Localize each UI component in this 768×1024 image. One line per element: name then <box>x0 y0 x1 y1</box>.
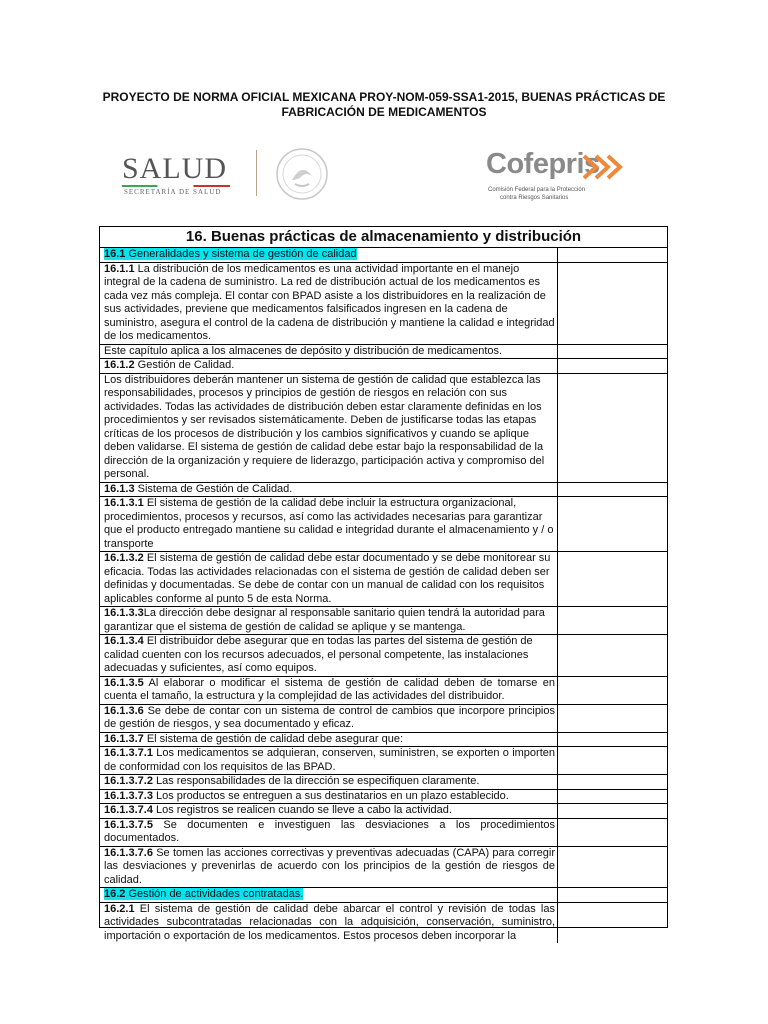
row-empty-cell <box>558 747 667 774</box>
content-table <box>99 226 668 942</box>
table-row <box>100 263 667 345</box>
row-empty-cell <box>558 497 667 551</box>
section-number: 16.2.1 <box>104 902 135 915</box>
table-row <box>100 903 667 944</box>
table-row <box>100 359 667 374</box>
section-text: Generalidades y sistema de gestión de calidad <box>125 248 357 260</box>
section-text: La distribución de los medicamentos es una actividad importante en el manejo integral de la cadena de suministro. La red de distribución actual de los medicamentos es cada vez más compleja. El contar con BPAD asiste a los distribuidores en la realización de sus actividades, previene que medicamentos falsificados ingresen en la cadena de suministro, asegura el control de la cadena de distribución y mantiene la calidad e integridad de los medicamentos. <box>104 262 555 342</box>
row-empty-cell <box>558 483 667 497</box>
document-title: PROYECTO DE NORMA OFICIAL MEXICANA PROY-NOM-059-SSA1-2015, BUENAS PRÁCTICAS DE FABRICACIÓN DE MEDICAMENTOS <box>102 90 666 119</box>
section-text: Sistema de Gestión de Calidad. <box>134 482 293 495</box>
table-row <box>100 677 667 705</box>
section-number: 16.1.2 <box>104 359 135 371</box>
row-empty-cell <box>558 635 667 676</box>
logo-divider <box>256 150 257 196</box>
section-number: 16.1.3.7.4 <box>104 804 153 816</box>
table-row <box>100 345 667 360</box>
section-number: 16.1.3.5 <box>104 676 144 689</box>
cofepris-arrows-icon <box>580 154 624 180</box>
salud-logo <box>122 150 362 200</box>
salud-logo-subtitle: SECRETARÍA DE SALUD <box>124 188 222 196</box>
row-text-cell <box>100 607 558 634</box>
section-number: 16.1.3.7.5 <box>104 818 153 831</box>
section-number: 16.1.1 <box>104 262 135 275</box>
row-empty-cell <box>558 705 667 732</box>
section-number: 16.1.3.7.2 <box>104 775 153 787</box>
table-row <box>100 790 667 805</box>
section-text: El sistema de gestión de calidad debe estar documentado y se debe monitorear su eficacia. Todas las actividades relacionadas con el sistema de gestión de calidad deben ser definidas y documentadas. Se debe de contar con un manual de calidad con los requisitos aplicables conforme al punto 5 de esta Norma. <box>104 552 551 605</box>
table-row <box>100 607 667 635</box>
table-body <box>100 248 667 943</box>
salud-logo-word: SALUD <box>122 152 228 185</box>
salud-logo-stripe <box>122 185 230 187</box>
section-text: Los distribuidores deberán mantener un sistema de gestión de calidad que establezca las responsabilidades, procesos y principios de gestión de riesgos en relación con sus actividades. Todas las actividades de distribución deben estar claramente definidas en los procedimientos y ser revisados sistemáticamente. Deben de justificarse todas las etapas críticas de los procesos de distribución y los cambios significativos y cuando se aplique deben validarse. El sistema de gestión de calidad debe estar bajo la responsabilidad de la dirección de la organización y requiere de liderazgo, participación activa y compromiso del personal. <box>104 373 545 480</box>
section-text: Se debe de contar con un sistema de control de cambios que incorpore principios de gestión de riesgos, y sea documentado y eficaz. <box>104 704 555 730</box>
row-text-cell <box>100 345 558 359</box>
section-text: Se documenten e investiguen las desviaciones a los procedimientos documentados. <box>104 818 555 844</box>
section-number: 16.1.3.3 <box>104 607 144 619</box>
row-empty-cell <box>558 607 667 634</box>
section-text: Las responsabilidades de la dirección se especifiquen claramente. <box>152 775 480 787</box>
section-text: Se tomen las acciones correctivas y preventivas adecuadas (CAPA) para corregir las desviaciones y prevenirlas de acuerdo con los principios de la gestión de riesgos de calidad. <box>104 846 555 886</box>
row-text-cell <box>100 483 558 497</box>
row-text-cell <box>100 903 558 944</box>
row-empty-cell <box>558 263 667 344</box>
mexico-seal-icon <box>262 146 342 202</box>
row-text-cell <box>100 497 558 551</box>
section-text: Al elaborar o modificar el sistema de gestión de calidad deben de tomarse en cuenta el tamaño, la estructura y la complejidad de las actividades del distribuidor. <box>104 676 555 702</box>
table-row <box>100 552 667 607</box>
table-row <box>100 747 667 775</box>
row-empty-cell <box>558 677 667 704</box>
section-number: 16.1.3 <box>104 482 135 495</box>
row-text-cell <box>100 790 558 804</box>
table-row <box>100 888 667 903</box>
table-row <box>100 819 667 847</box>
section-text: El sistema de gestión de calidad debe abarcar el control y revisión de todas las actividades subcontratadas relacionadas con la adquisición, conservación, suministro, importación o exportación de los medicamentos. Estos procesos deben incorporar la <box>104 902 555 942</box>
table-row <box>100 775 667 790</box>
section-text: Los productos se entreguen a sus destinatarios en un plazo establecido. <box>152 789 509 802</box>
row-text-cell <box>100 248 558 262</box>
section-text: El sistema de gestión de la calidad debe incluir la estructura organizacional, procedimientos, procesos y recursos, así como las actividades necesarias para garantizar que el producto entregado mantiene su calidad e integridad durante el almacenamiento y / o transporte <box>104 497 554 550</box>
row-text-cell <box>100 819 558 846</box>
table-row <box>100 804 667 819</box>
table-row <box>100 483 667 498</box>
section-text: Los registros se realicen cuando se lleve a cabo la actividad. <box>152 804 452 816</box>
cofepris-logo-subtitle: Comisión Federal para la Protección contra Riesgos Sanitarios <box>488 187 586 201</box>
table-row <box>100 705 667 733</box>
table-row <box>100 733 667 748</box>
section-number: 16.2 <box>104 888 126 900</box>
table-row <box>100 248 667 263</box>
row-empty-cell <box>558 888 667 902</box>
section-text: Gestión de actividades contratadas. <box>125 888 304 900</box>
row-empty-cell <box>558 733 667 747</box>
row-text-cell <box>100 804 558 818</box>
section-number: 16.1.3.6 <box>104 704 144 717</box>
section-number: 16.1.3.7.6 <box>104 846 153 859</box>
section-text: Gestión de Calidad. <box>134 359 235 371</box>
row-text-cell <box>100 847 558 888</box>
row-empty-cell <box>558 359 667 373</box>
row-empty-cell <box>558 790 667 804</box>
row-text-cell <box>100 705 558 732</box>
row-empty-cell <box>558 775 667 789</box>
section-text: El distribuidor debe asegurar que en todas las partes del sistema de gestión de calidad cuenten con los recursos adecuados, el personal competente, las instalaciones adecuadas y suficientes, así como equipos. <box>104 635 533 674</box>
section-number: 16.1.3.4 <box>104 635 144 647</box>
row-text-cell <box>100 263 558 344</box>
row-text-cell <box>100 374 558 482</box>
section-number: 16.1.3.2 <box>104 552 144 564</box>
section-text: El sistema de gestión de calidad debe asegurar que: <box>143 732 404 745</box>
row-text-cell <box>100 635 558 676</box>
row-empty-cell <box>558 819 667 846</box>
cofepris-logo <box>486 148 636 210</box>
row-text-cell <box>100 677 558 704</box>
section-number: 16.1.3.7 <box>104 732 144 745</box>
row-empty-cell <box>558 345 667 359</box>
section-text: La dirección debe designar al responsable sanitario quien tendrá la autoridad para garantizar que el sistema de gestión de calidad se aplique y se mantenga. <box>104 607 545 633</box>
section-number: 16.1.3.1 <box>104 497 144 509</box>
section-number: 16.1.3.7.1 <box>104 747 153 759</box>
section-number: 16.1.3.7.3 <box>104 789 153 802</box>
row-empty-cell <box>558 847 667 888</box>
section-text: Los medicamentos se adquieran, conserven, suministren, se exporten o importen de conformidad con los requisitos de las BPAD. <box>104 747 555 773</box>
row-text-cell <box>100 747 558 774</box>
row-empty-cell <box>558 903 667 944</box>
section-text: Este capítulo aplica a los almacenes de depósito y distribución de medicamentos. <box>104 344 503 357</box>
row-text-cell <box>100 359 558 373</box>
table-title: 16. Buenas prácticas de almacenamiento y distribución <box>100 227 667 248</box>
table-row <box>100 497 667 552</box>
row-empty-cell <box>558 804 667 818</box>
row-empty-cell <box>558 374 667 482</box>
cofepris-logo-word: Cofepris <box>486 148 600 180</box>
row-text-cell <box>100 888 558 902</box>
table-row <box>100 847 667 889</box>
row-text-cell <box>100 733 558 747</box>
row-empty-cell <box>558 248 667 262</box>
row-text-cell <box>100 552 558 606</box>
table-row <box>100 374 667 483</box>
row-text-cell <box>100 775 558 789</box>
row-empty-cell <box>558 552 667 606</box>
table-row <box>100 635 667 677</box>
section-number: 16.1 <box>104 248 126 260</box>
